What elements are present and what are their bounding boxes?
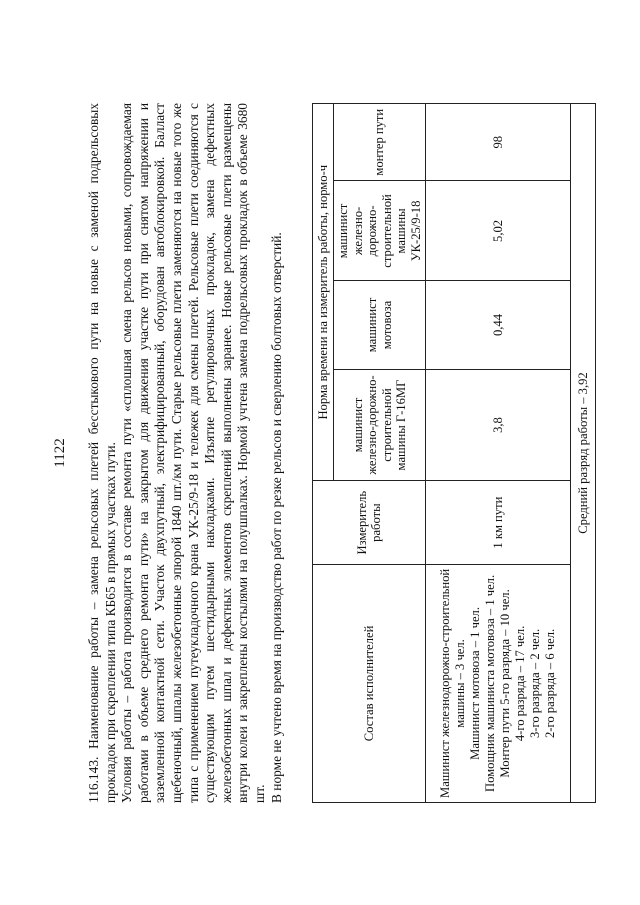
norm-value-uk25: 5,02: [426, 180, 571, 280]
header-g16mg-operator: машинист железно-дорожно-строительной машины Г-16МГ: [334, 369, 426, 481]
header-uk25-operator: машинист железно-дорожно-строительной машины УК-25/9-18: [334, 180, 426, 280]
norm-table: [312, 103, 596, 803]
header-track-fitter: монтер пути: [334, 103, 426, 180]
unit-cell: 1 км пути: [426, 480, 571, 563]
header-unit: Измеритель работы: [313, 480, 426, 563]
staff-line: Монтер пути 5-го разряда – 10 чел.: [498, 588, 512, 778]
average-grade: Средний разряд работы – 3,92: [571, 103, 596, 802]
norm-value-g16mg: 3,8: [426, 369, 571, 481]
staff-line: Машинист мотовоза – 1 чел.: [468, 606, 482, 760]
table-header-row: [313, 103, 334, 802]
header-norm-group: Норма времени на измеритель работы, нормо-ч: [313, 103, 334, 480]
staff-line: Машинист железнодорожно-строительной: [438, 568, 452, 798]
section-title: 116.143. Наименование работы – замена рельсовых плетей бесстыкового пути на новые с заменой подрельсовых прокладок при скреплении типа КБ65 в прямых участках пути.: [86, 102, 118, 803]
page-number: 1122: [52, 437, 68, 468]
table-footer-row: [571, 103, 596, 802]
work-conditions-paragraph: Условия работы – работа производится в составе ремонта пути «сплошная смена рельсов новыми, сопровождаемая работами в объеме среднего ремонта пути» на закрытом для движения участке пути при снятом напряжении и заземленной контактной сети. Участок двухпутный, электрифицированный, оборудован автоблокировкой. Балласт щебеночный, шпалы железобетонные эпюрой 1840 шт./км пути. Старые рельсовые плети заменяются на новые того же типа с применением путеукладочного крана УК-25/9-18 и тележек для смены плетей. Рельсовые плети соединяются с существующим путем шестидырными накладками. Изъятие регулировочных прокладок, замена дефектных железобетонных шпал и дефектных элементов скреплений выполнены заранее. Новые рельсовые плети размещены внутри колеи и закреплены костылями на полушпалках. Нормой учтена замена подрельсовых прокладок в объеме 3680 шт.: [119, 102, 267, 803]
rotated-document-page: [40, 3, 600, 903]
staff-line: 2-го разряда – 6 чел.: [543, 628, 557, 738]
norm-value-track-fitter: 98: [426, 103, 571, 180]
staff-line: 4-го разряда – 17 чел.: [513, 625, 527, 741]
staff-list-cell: [426, 564, 571, 802]
norm-note: В норме не учтено время на производство работ по резке рельсов и сверлению болтовых отверстий.: [268, 231, 284, 803]
document-text: [86, 103, 285, 803]
staff-line: 3-го разряда – 2 чел.: [528, 628, 542, 738]
header-motor-car-driver: машинист мотовоза: [334, 280, 426, 368]
norm-value-motor-car: 0,44: [426, 280, 571, 368]
staff-line: машины – 3 чел.: [453, 638, 467, 728]
header-staff: Состав исполнителей: [313, 564, 426, 802]
table-row: [426, 103, 571, 802]
staff-line: Помощник машиниста мотовоза – 1 чел.: [483, 574, 497, 792]
